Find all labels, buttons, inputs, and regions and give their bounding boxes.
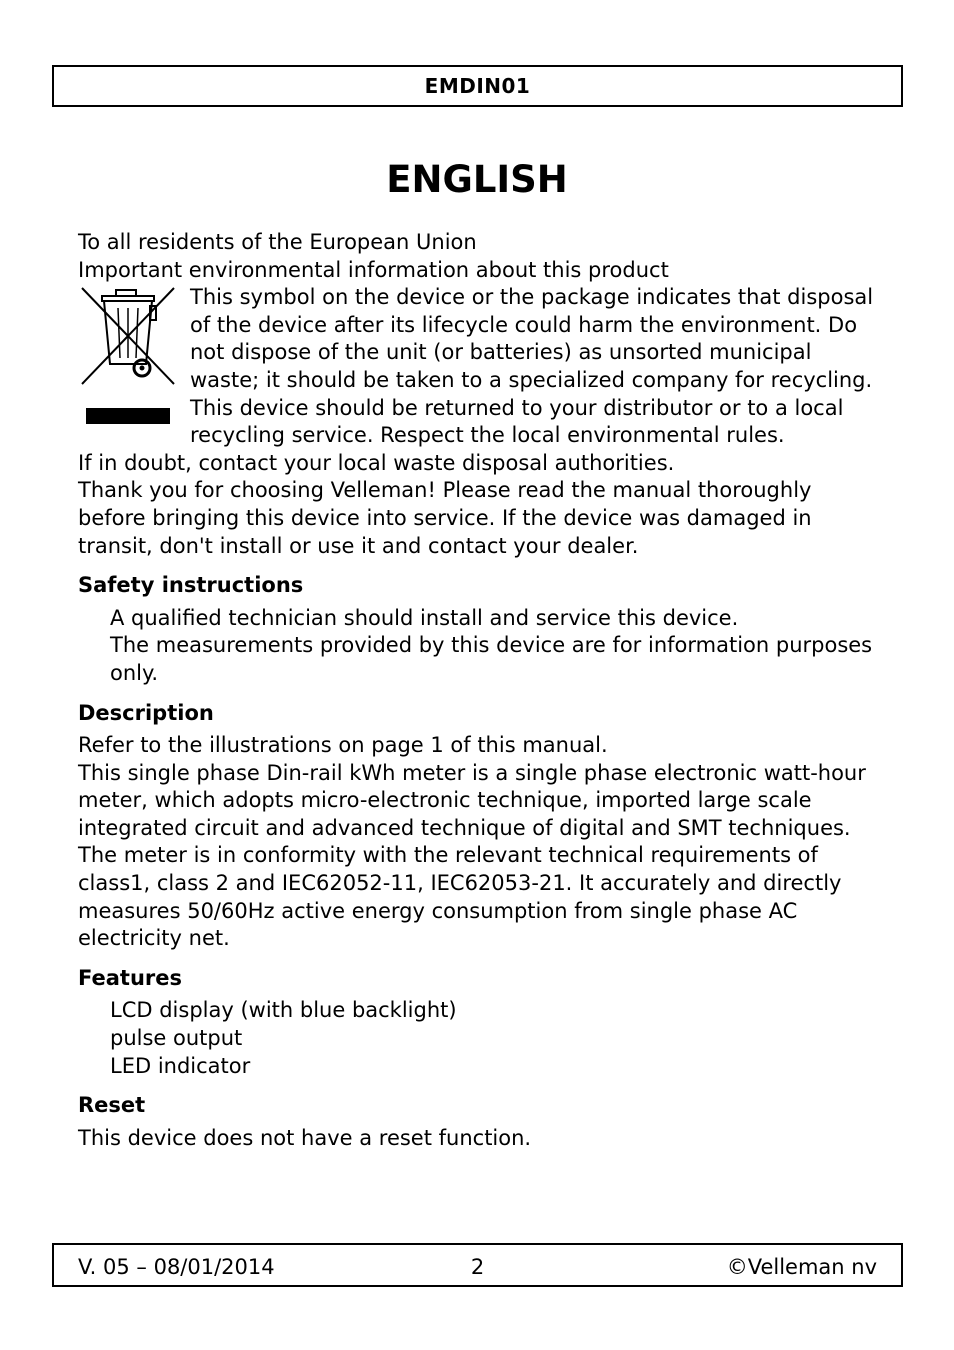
description-paragraph-2: This single phase Din-rail kWh meter is a single phase electronic watt-hour meter, which adopts micro-electronic technique, imported large scale integrated circuit and advanced technique of digital and SMT techniques. The meter is in conformity with the relevant technical requirements of class1, class 2 and IEC62052-11, IEC62053-21. It accurately and directly measures 50/60Hz active energy consumption from single phase AC electricity net. [78,760,866,951]
footer [52,1243,903,1287]
list-item: pulse output [110,1026,243,1051]
list-item: The measurements provided by this device are for information purposes only. [110,633,873,685]
header-model: EMDIN01 [52,65,903,107]
footer-copyright: ©Velleman nv [726,1255,877,1279]
page-title: ENGLISH [386,158,568,201]
crossed-out-wheelie-bin-icon [78,284,178,429]
reset-heading: Reset [78,1093,146,1118]
list-item: LED indicator [110,1053,251,1078]
features-heading: Features [78,965,182,990]
doubt-text: If in doubt, contact your local waste disposal authorities. [78,450,675,475]
description-paragraph-1: Refer to the illustrations on page 1 of this manual. [78,733,608,758]
list-item: LCD display (with blue backlight) [110,998,457,1023]
description-heading: Description [78,700,214,725]
features-list [78,997,878,1080]
main-content [78,229,878,1152]
thanks-text: Thank you for choosing Velleman! Please read the manual thoroughly before bringing this device into service. If the device was damaged in transit, don't install or use it and contact your dealer. [78,478,812,558]
intro-line-1: To all residents of the European Union [78,230,477,254]
safety-list [78,605,878,688]
footer-page-number: 2 [470,1255,485,1279]
safety-heading: Safety instructions [78,573,304,598]
reset-text: This device does not have a reset function. [78,1125,532,1150]
weee-text: This symbol on the device or the package indicates that disposal of the device after its lifecycle could harm the environment. Do not dispose of the unit (or batteries) as unsorted municipal waste; it should be taken to a specialized company for recycling. This device should be returned to your distributor or to a local recycling service. Respect the local environmental rules. [190,285,874,448]
footer-version: V. 05 – 08/01/2014 [78,1255,275,1279]
intro-line-2: Important environmental information about this product [78,257,669,282]
weee-notice [78,284,878,450]
list-item: A qualified technician should install and service this device. [110,605,739,630]
